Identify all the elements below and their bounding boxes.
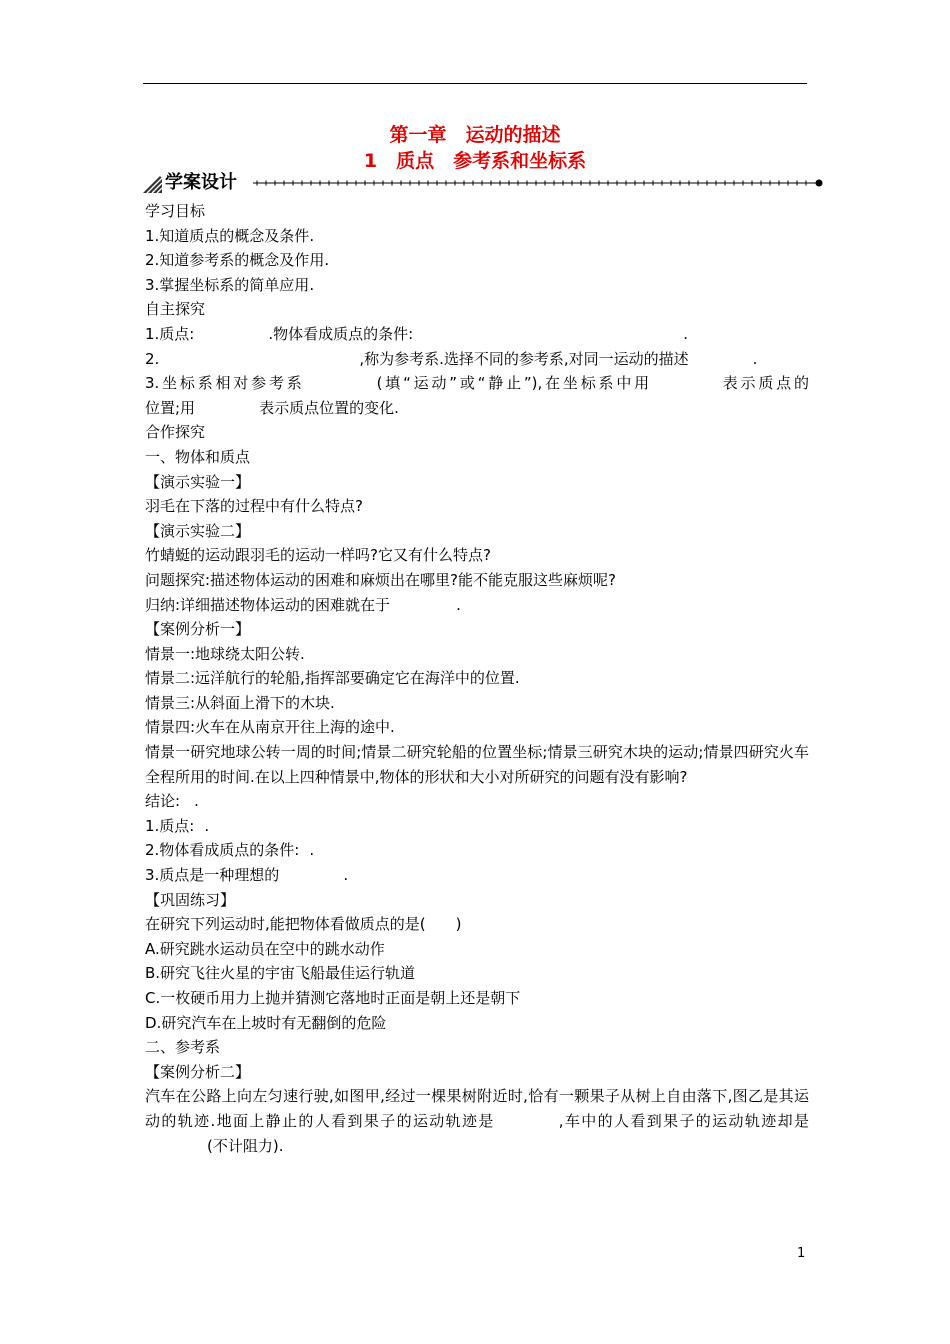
- self-study-item-3: 3.坐标系相对参考系 (填“运动”或“静止”),在坐标系中用 表示质点的: [145, 374, 809, 393]
- practice-question: 在研究下列运动时,能把物体看做质点的是( ): [145, 915, 462, 934]
- goals-heading: 学习目标: [145, 202, 206, 220]
- demo-1-heading: 【演示实验一】: [145, 472, 251, 491]
- self-study-item-3-cont: 位置;用 表示质点位置的变化.: [145, 398, 399, 417]
- scene-item: 情景二:远洋航行的轮船,指挥部要确定它在海洋中的位置.: [145, 669, 520, 688]
- self-study-item-1: 1.质点: .物体看成质点的条件: .: [145, 324, 688, 343]
- conclusion-item-1: 1.质点: .: [145, 816, 210, 835]
- case-1-heading: 【案例分析一】: [145, 620, 251, 639]
- practice-heading: 【巩固练习】: [145, 890, 236, 909]
- document-body: [145, 199, 809, 1158]
- scene-item: 情景四:火车在从南京开往上海的途中.: [145, 718, 395, 737]
- page-number: 1: [797, 1246, 806, 1261]
- practice-option-b: B.研究飞往火星的宇宙飞船最佳运行轨道: [145, 964, 416, 983]
- case-1-question: 情景一研究地球公转一周的时间;情景二研究轮船的位置坐标;情景三研究木块的运动;情景四研究火车全程所用的时间.在以上四种情景中,物体的形状和大小对所研究的问题有没有影响?: [145, 743, 809, 786]
- inquiry-text: 问题探究:描述物体运动的困难和麻烦出在哪里?能不能克服这些麻烦呢?: [145, 570, 616, 589]
- conclusion-line: 结论: .: [145, 792, 199, 811]
- demo-1-question: 羽毛在下落的过程中有什么特点?: [145, 497, 363, 516]
- self-study-item-2: 2. ,称为参考系.选择不同的参考系,对同一运动的描述 .: [145, 349, 758, 368]
- practice-option-c: C.一枚硬币用力上抛并猜测它落地时正面是朝上还是朝下: [145, 989, 521, 1007]
- summary-text: 归纳:详细描述物体运动的困难就在于 .: [145, 595, 461, 614]
- practice-option-a: A.研究跳水运动员在空中的跳水动作: [145, 939, 385, 958]
- goal-item: 3.掌握坐标系的简单应用.: [145, 275, 315, 294]
- part-1-heading: 一、物体和质点: [145, 447, 251, 466]
- cooperation-heading: 合作探究: [145, 423, 206, 442]
- goal-item: 2.知道参考系的概念及作用.: [145, 251, 330, 270]
- self-study-heading: 自主探究: [145, 300, 206, 319]
- banner-label: 学案设计: [165, 172, 237, 193]
- banner-stripes-icon: [143, 173, 165, 195]
- goal-item: 1.知道质点的概念及条件.: [145, 226, 315, 245]
- scene-item: 情景三:从斜面上滑下的木块.: [145, 693, 335, 712]
- header-rule: [143, 83, 807, 84]
- chapter-title: 第一章 运动的描述: [389, 124, 561, 146]
- demo-2-heading: 【演示实验二】: [145, 521, 251, 540]
- case-2-heading: 【案例分析二】: [145, 1062, 251, 1081]
- conclusion-item-2: 2.物体看成质点的条件: .: [145, 841, 315, 860]
- conclusion-item-3: 3.质点是一种理想的 .: [145, 866, 349, 885]
- section-banner: [143, 170, 827, 196]
- banner-dotted-rule: [253, 177, 825, 189]
- practice-option-d: D.研究汽车在上坡时有无翻倒的危险: [145, 1013, 387, 1032]
- section-title: 1 质点 参考系和坐标系: [363, 150, 587, 172]
- part-2-heading: 二、参考系: [145, 1038, 221, 1057]
- demo-2-question: 竹蜻蜓的运动跟羽毛的运动一样吗?它又有什么特点?: [145, 546, 491, 565]
- scene-item: 情景一:地球绕太阳公转.: [145, 644, 305, 663]
- case-2-text: 汽车在公路上向左匀速行驶,如图甲,经过一棵果树附近时,恰有一颗果子从树上自由落下,图乙是其运动的轨迹.地面上静止的人看到果子的运动轨迹是 ,车中的人看到果子的运动轨迹却是(不计阻力).: [145, 1087, 809, 1155]
